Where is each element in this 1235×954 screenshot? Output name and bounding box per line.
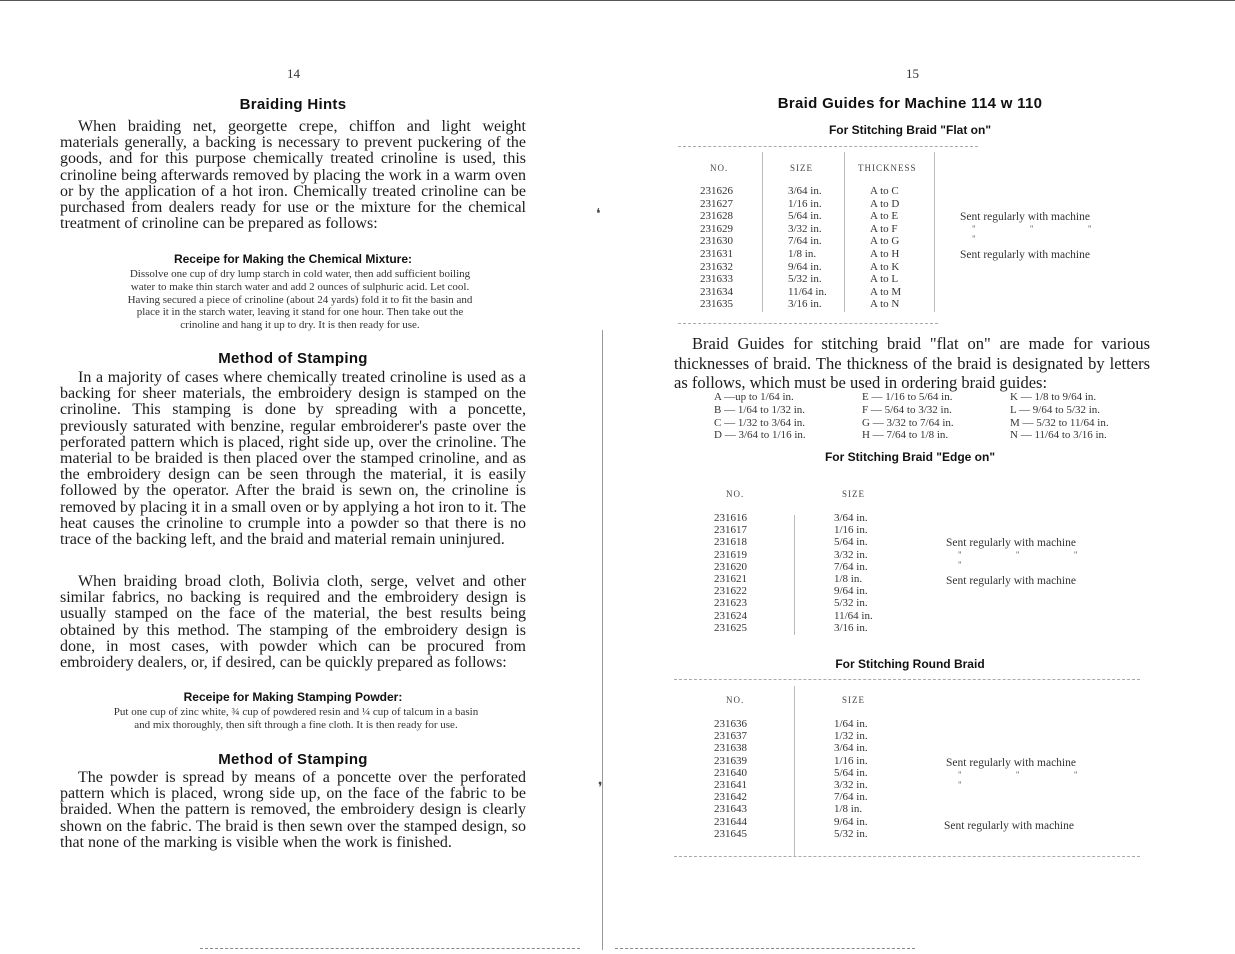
section-heading: Method of Stamping bbox=[218, 751, 368, 768]
thickness-letter: F — 5/64 to 3/32 in. bbox=[862, 403, 952, 416]
table-cell: 11/64 in. bbox=[834, 609, 873, 622]
table-rule bbox=[678, 146, 978, 147]
table-cell: 231617 bbox=[714, 524, 747, 537]
table-cell: 3/64 in. bbox=[834, 742, 868, 755]
table-cell: 231630 bbox=[700, 235, 733, 248]
table-cell: A to M bbox=[870, 285, 902, 298]
table-cell: 231632 bbox=[700, 260, 733, 273]
paragraph: In a majority of cases where chemically treated crinoline is used as a backing for sheer materials, the embroidery design is stamped on the crinoline. This stamping is done by spreading with a poncette, previously saturated with benzine, regular embroiderer's paste over the perforated pattern which is placed, right side up, over the crinoline. The material to be braided is then placed over the stamped crinoline, and as the embroidery design can be seen through the material, it is easily followed by the operator. After the braid is sewn on, the crinoline is removed by placing it in a small oven or by applying a hot iron to it. The heat causes the crinoline to crumple into a powder so that there is no trace of the backing left, and the braid and material remain uninjured. bbox=[60, 369, 526, 549]
table-cell: 231635 bbox=[700, 298, 733, 311]
table-cell: 5/64 in. bbox=[834, 766, 868, 779]
thickness-letter: H — 7/64 to 1/8 in. bbox=[862, 429, 949, 442]
table-cell: 9/64 in. bbox=[834, 815, 868, 828]
recipe-text: Put one cup of zinc white, ¾ cup of powdered resin and ¼ cup of talcum in a basin and mix thoroughly, then sift through a fine cloth. It is then ready for use. bbox=[113, 706, 479, 731]
table-title: For Stitching Round Braid bbox=[835, 657, 985, 671]
col-header-thickness: THICKNESS bbox=[858, 163, 917, 173]
table-cell: 231627 bbox=[700, 197, 733, 210]
page-gutter bbox=[602, 330, 603, 950]
left-page bbox=[52, 0, 542, 954]
gutter-mark: ❛ bbox=[596, 207, 601, 222]
table-cell: 1/64 in. bbox=[834, 718, 868, 730]
table-cell: 231622 bbox=[714, 585, 747, 598]
table-cell: 231618 bbox=[714, 536, 747, 549]
table-cell: 231633 bbox=[700, 273, 733, 286]
table-cell: 231631 bbox=[700, 248, 733, 260]
thickness-letter: K — 1/8 to 9/64 in. bbox=[1010, 391, 1097, 403]
recipe-heading: Receipe for Making Stamping Powder: bbox=[183, 690, 403, 704]
table-cell: 231629 bbox=[700, 222, 733, 235]
table-cell: 7/64 in. bbox=[834, 560, 868, 573]
table-note: Sent regularly with machine bbox=[946, 537, 1076, 549]
table-cell: 1/16 in. bbox=[788, 197, 822, 210]
table-cell: 231626 bbox=[700, 185, 733, 197]
table-cell: 3/16 in. bbox=[788, 298, 822, 311]
table-cell: 231619 bbox=[714, 548, 747, 561]
col-header-no: NO. bbox=[710, 163, 729, 173]
recipe-text: Dissolve one cup of dry lump starch in cold water, then add sufficient boiling water to make thin starch water and add 2 ounces of sulphuric acid. Let cool. Having secured a piece of crinoline (about 24 yards) fold it to fit the basin and place it in the starch water, leaving it stand for one hour. Then take out the crinoline and hang it up to dry. It is then ready for use. bbox=[127, 268, 473, 332]
table-cell: 3/32 in. bbox=[834, 779, 868, 791]
ditto-marks: " " " " bbox=[958, 770, 1104, 790]
table-note: Sent regularly with machine bbox=[960, 211, 1090, 223]
table-cell: 231623 bbox=[714, 597, 747, 610]
table-cell: 11/64 in. bbox=[788, 285, 827, 298]
table-cell: 7/64 in. bbox=[788, 235, 822, 248]
table-cell: A to L bbox=[870, 273, 899, 286]
table-title: For Stitching Braid "Edge on" bbox=[824, 450, 996, 464]
table-note: Sent regularly with machine bbox=[944, 820, 1074, 832]
col-header-no: NO. bbox=[726, 489, 745, 499]
column-divider bbox=[794, 686, 795, 856]
column-divider bbox=[762, 152, 763, 312]
table-cell: 231637 bbox=[714, 730, 747, 743]
table-cell: 231624 bbox=[714, 609, 747, 622]
table-cell: A to E bbox=[870, 210, 899, 223]
paragraph: When braiding broad cloth, Bolivia cloth, serge, velvet and other similar fabrics, no backing is required and the embroidery design is usually stamped on the face of the material, the best results being obtained by this method. The stamping of the embroidery design is done, in most cases, with powder which can be procured from embroidery dealers, or, if desired, can be quickly prepared as follows: bbox=[60, 573, 526, 672]
thickness-letter: N — 11/64 to 3/16 in. bbox=[1010, 429, 1107, 442]
paragraph: The powder is spread by means of a poncette over the perforated pattern which is placed, wrong side up, on the face of the fabric to be braided. When the pattern is removed, the embroidery design is clearly shown on the fabric. The braid is then sewn over the stamped design, so that none of the marking is visible when the work is finished. bbox=[60, 769, 526, 851]
table-cell: A to C bbox=[870, 185, 899, 197]
table-cell: 231628 bbox=[700, 210, 733, 223]
table-cell: 231621 bbox=[714, 573, 747, 585]
table-note: Sent regularly with machine bbox=[946, 575, 1076, 587]
table-cell: A to F bbox=[870, 222, 898, 235]
thickness-letter: B — 1/64 to 1/32 in. bbox=[714, 403, 806, 416]
table-rule bbox=[678, 323, 938, 324]
section-heading: Method of Stamping bbox=[218, 350, 368, 367]
column-divider bbox=[844, 152, 845, 312]
table-cell: 231616 bbox=[714, 512, 747, 524]
table-cell: 5/32 in. bbox=[834, 827, 868, 840]
table-cell: A to G bbox=[870, 235, 900, 248]
table-cell: 1/16 in. bbox=[834, 754, 868, 767]
table-cell: 231644 bbox=[714, 815, 747, 828]
column-divider bbox=[934, 152, 935, 312]
thickness-letter: E — 1/16 to 5/64 in. bbox=[862, 391, 953, 403]
table-cell: 9/64 in. bbox=[834, 585, 868, 598]
table-note: Sent regularly with machine bbox=[946, 757, 1076, 769]
table-cell: 3/16 in. bbox=[834, 621, 868, 634]
table-cell: 1/16 in. bbox=[834, 524, 868, 537]
table-cell: 7/64 in. bbox=[834, 791, 868, 804]
table-cell: 5/32 in. bbox=[834, 597, 868, 610]
gutter-mark: ❜ bbox=[598, 781, 603, 796]
paragraph: Braid Guides for stitching braid "flat on" are made for various thicknesses of braid. The thickness of the braid is designated by letters as follows, which must be used in ordering braid guides: bbox=[674, 334, 1150, 392]
ditto-marks: " " " " bbox=[972, 224, 1118, 244]
ditto-marks: " " " " bbox=[958, 550, 1104, 570]
thickness-letter: G — 3/32 to 7/64 in. bbox=[862, 416, 954, 429]
table-note: Sent regularly with machine bbox=[960, 249, 1090, 261]
col-header-size: SIZE bbox=[790, 163, 813, 173]
table-cell: 231641 bbox=[714, 779, 747, 791]
table-cell: 1/8 in. bbox=[834, 573, 863, 585]
thickness-letter: A —up to 1/64 in. bbox=[714, 391, 794, 403]
table-cell: 231639 bbox=[714, 754, 747, 767]
table-cell: A to H bbox=[870, 248, 900, 260]
paragraph: When braiding net, georgette crepe, chiffon and light weight materials generally, a backing is necessary to prevent puckering of the goods, and for this purpose chemically treated crinoline is used, this crinoline being afterwards removed by placing the work in a warm oven or by the application of a hot iron. Chemically treated crinoline can be purchased from dealers ready for use or the mixture for the chemical treatment of crinoline can be prepared as follows: bbox=[60, 118, 526, 233]
table-cell: 3/32 in. bbox=[834, 548, 868, 561]
table-cell: A to N bbox=[870, 298, 900, 311]
page-title: Braid Guides for Machine 114 w 110 bbox=[777, 95, 1043, 112]
table-cell: 5/32 in. bbox=[788, 273, 822, 286]
table-cell: 9/64 in. bbox=[788, 260, 822, 273]
column-divider bbox=[794, 515, 795, 635]
table-cell: 231645 bbox=[714, 827, 747, 840]
thickness-letter: M — 5/32 to 11/64 in. bbox=[1010, 416, 1109, 429]
table-title: For Stitching Braid "Flat on" bbox=[828, 123, 992, 137]
col-header-no: NO. bbox=[726, 695, 745, 705]
right-page bbox=[670, 0, 1160, 954]
table-cell: 231636 bbox=[714, 718, 747, 730]
col-header-size: SIZE bbox=[842, 489, 865, 499]
recipe-heading: Receipe for Making the Chemical Mixture: bbox=[173, 252, 413, 266]
table-cell: 231643 bbox=[714, 803, 747, 816]
table-cell: 1/8 in. bbox=[834, 803, 863, 816]
table-cell: 231634 bbox=[700, 285, 733, 298]
table-cell: 5/64 in. bbox=[834, 536, 868, 549]
table-rule bbox=[674, 679, 1140, 680]
page-title: Braiding Hints bbox=[239, 96, 347, 113]
table-cell: 3/32 in. bbox=[788, 222, 822, 235]
page-number: 15 bbox=[906, 66, 919, 81]
thickness-letter: L — 9/64 to 5/32 in. bbox=[1010, 403, 1101, 416]
table-cell: 231620 bbox=[714, 560, 747, 573]
page-number: 14 bbox=[287, 66, 300, 81]
table-cell: A to D bbox=[870, 197, 900, 210]
table-cell: 3/64 in. bbox=[788, 185, 822, 197]
table-cell: 1/8 in. bbox=[788, 248, 817, 260]
thickness-letter: D — 3/64 to 1/16 in. bbox=[714, 429, 806, 442]
col-header-size: SIZE bbox=[842, 695, 865, 705]
table-rule bbox=[674, 856, 1140, 857]
table-cell: A to K bbox=[870, 260, 900, 273]
table-cell: 1/32 in. bbox=[834, 730, 868, 743]
thickness-letter: C — 1/32 to 3/64 in. bbox=[714, 416, 806, 429]
table-cell: 3/64 in. bbox=[834, 512, 868, 524]
table-cell: 5/64 in. bbox=[788, 210, 822, 223]
table-cell: 231625 bbox=[714, 621, 747, 634]
table-cell: 231642 bbox=[714, 791, 747, 804]
table-cell: 231638 bbox=[714, 742, 747, 755]
table-cell: 231640 bbox=[714, 766, 747, 779]
